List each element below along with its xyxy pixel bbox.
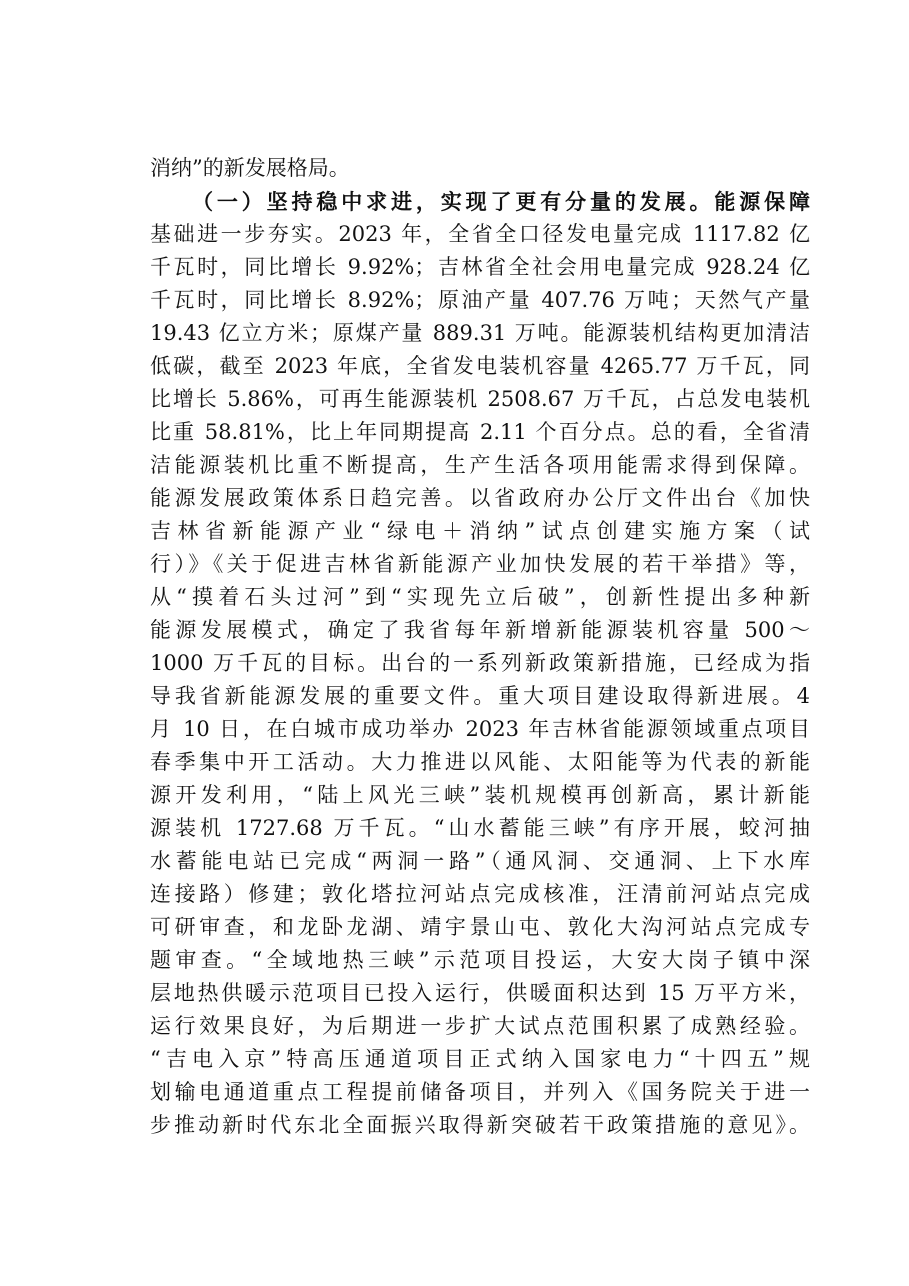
text-line: 可研审查，和龙卧龙湖、靖宇景山屯、敦化大沟河站点完成专 [150,915,810,939]
text-line: 千瓦时，同比增长 8.92%；原油产量 407.76 万吨；天然气产量 [150,288,810,312]
text-line: 比重 58.81%，比上年同期提高 2.11 个百分点。总的看，全省清 [150,420,810,444]
text-line: 题审查。“全域地热三峡”示范项目投运，大安大岗子镇中深 [150,948,810,972]
body-text [150,152,810,1142]
text-line: 比增长 5.86%，可再生能源装机 2508.67 万千瓦，占总发电装机 [150,387,810,411]
text-line: 水蓄能电站已完成“两洞一路”（通风洞、交通洞、上下水库 [150,849,810,873]
text-line: 低碳，截至 2023 年底，全省发电装机容量 4265.77 万千瓦，同 [150,354,810,378]
text-line: 能源发展模式，确定了我省每年新增新能源装机容量 500～ [150,618,810,642]
text-line: 导我省新能源发展的重要文件。重大项目建设取得新进展。4 [150,684,810,708]
text-line: 行）》《关于促进吉林省新能源产业加快发展的若干举措》等， [150,552,810,576]
text-line: 步推动新时代东北全面振兴取得新突破若干政策措施的意见》。 [150,1113,810,1137]
text-line: 基础进一步夯实。2023 年，全省全口径发电量完成 1117.82 亿 [150,222,810,246]
text-line: 19.43 亿立方米；原煤产量 889.31 万吨。能源装机结构更加清洁 [150,321,810,345]
section-heading-line: （一）坚持稳中求进，实现了更有分量的发展。能源保障 [192,189,810,214]
text-line: 运行效果良好，为后期进一步扩大试点范围积累了成熟经验。 [150,1014,810,1038]
text-line: 1000 万千瓦的目标。出台的一系列新政策新措施，已经成为指 [150,651,810,675]
text-line: 春季集中开工活动。大力推进以风能、太阳能等为代表的新能 [150,750,810,774]
text-line: 月 10 日，在白城市成功举办 2023 年吉林省能源领域重点项目 [150,717,810,741]
text-line: 划输电通道重点工程提前储备项目，并列入《国务院关于进一 [150,1080,810,1104]
text-line: 吉林省新能源产业“绿电＋消纳”试点创建实施方案（试 [150,519,810,543]
text-line: 能源发展政策体系日趋完善。以省政府办公厅文件出台《加快 [150,486,810,510]
text-line: 消纳”的新发展格局。 [150,156,350,180]
text-line: 连接路）修建；敦化塔拉河站点完成核准，汪清前河站点完成 [150,882,810,906]
text-line: 千瓦时，同比增长 9.92%；吉林省全社会用电量完成 928.24 亿 [150,255,810,279]
text-line: 源装机 1727.68 万千瓦。“山水蓄能三峡”有序开展，蛟河抽 [150,816,810,840]
text-line: 源开发利用，“陆上风光三峡”装机规模再创新高，累计新能 [150,783,810,807]
text-line: “吉电入京”特高压通道项目正式纳入国家电力“十四五”规 [150,1047,810,1071]
text-line: 层地热供暖示范项目已投入运行，供暖面积达到 15 万平方米， [150,981,810,1005]
text-line: 从“摸着石头过河”到“实现先立后破”，创新性提出多种新 [150,585,810,609]
text-line: 洁能源装机比重不断提高，生产生活各项用能需求得到保障。 [150,453,810,477]
